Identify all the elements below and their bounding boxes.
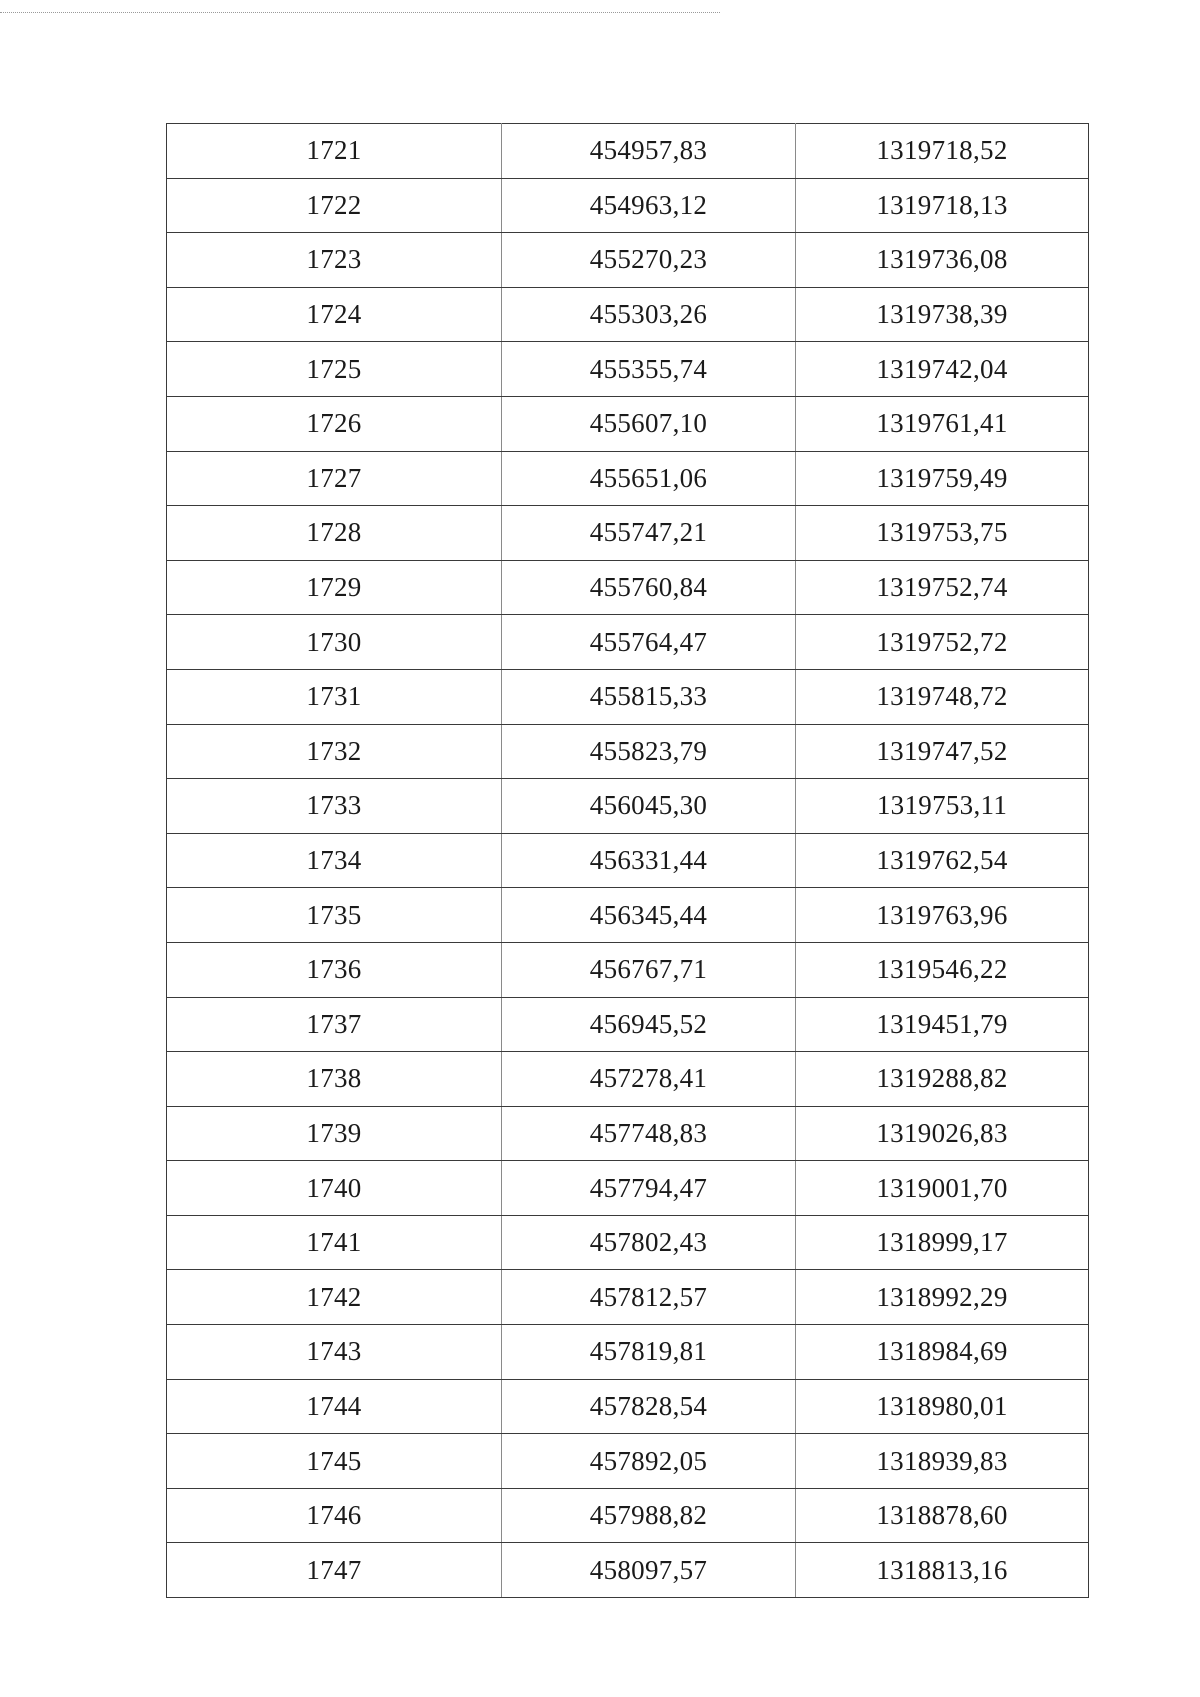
point-number-cell: 1741 [167, 1215, 502, 1270]
coordinates-table-body [167, 124, 1089, 1598]
point-number-cell: 1726 [167, 396, 502, 451]
table-row [167, 779, 1089, 834]
table-row [167, 942, 1089, 997]
table-row [167, 833, 1089, 888]
table-row [167, 560, 1089, 615]
x-coordinate-cell: 456045,30 [502, 779, 796, 834]
table-row [167, 669, 1089, 724]
y-coordinate-cell: 1318992,29 [796, 1270, 1089, 1325]
x-coordinate-cell: 455760,84 [502, 560, 796, 615]
table-row [167, 342, 1089, 397]
table-row [167, 1106, 1089, 1161]
x-coordinate-cell: 455815,33 [502, 669, 796, 724]
point-number-cell: 1736 [167, 942, 502, 997]
point-number-cell: 1721 [167, 124, 502, 179]
x-coordinate-cell: 456345,44 [502, 888, 796, 943]
point-number-cell: 1733 [167, 779, 502, 834]
x-coordinate-cell: 457278,41 [502, 1052, 796, 1107]
x-coordinate-cell: 455303,26 [502, 287, 796, 342]
point-number-cell: 1725 [167, 342, 502, 397]
table-row [167, 287, 1089, 342]
table-row [167, 506, 1089, 561]
table-row [167, 1488, 1089, 1543]
table-row [167, 451, 1089, 506]
point-number-cell: 1732 [167, 724, 502, 779]
point-number-cell: 1730 [167, 615, 502, 670]
table-row [167, 124, 1089, 179]
table-row [167, 396, 1089, 451]
y-coordinate-cell: 1319288,82 [796, 1052, 1089, 1107]
x-coordinate-cell: 455823,79 [502, 724, 796, 779]
point-number-cell: 1734 [167, 833, 502, 888]
point-number-cell: 1747 [167, 1543, 502, 1598]
y-coordinate-cell: 1319748,72 [796, 669, 1089, 724]
y-coordinate-cell: 1319752,72 [796, 615, 1089, 670]
y-coordinate-cell: 1319753,11 [796, 779, 1089, 834]
table-row [167, 888, 1089, 943]
x-coordinate-cell: 457812,57 [502, 1270, 796, 1325]
x-coordinate-cell: 457892,05 [502, 1434, 796, 1489]
x-coordinate-cell: 455651,06 [502, 451, 796, 506]
point-number-cell: 1727 [167, 451, 502, 506]
point-number-cell: 1722 [167, 178, 502, 233]
table-row [167, 997, 1089, 1052]
point-number-cell: 1728 [167, 506, 502, 561]
table-row [167, 1325, 1089, 1380]
y-coordinate-cell: 1319747,52 [796, 724, 1089, 779]
y-coordinate-cell: 1319001,70 [796, 1161, 1089, 1216]
y-coordinate-cell: 1318980,01 [796, 1379, 1089, 1434]
point-number-cell: 1735 [167, 888, 502, 943]
x-coordinate-cell: 455764,47 [502, 615, 796, 670]
point-number-cell: 1742 [167, 1270, 502, 1325]
y-coordinate-cell: 1319759,49 [796, 451, 1089, 506]
x-coordinate-cell: 455607,10 [502, 396, 796, 451]
x-coordinate-cell: 455355,74 [502, 342, 796, 397]
coordinates-table-container [166, 123, 1088, 1598]
table-row [167, 1434, 1089, 1489]
y-coordinate-cell: 1318939,83 [796, 1434, 1089, 1489]
x-coordinate-cell: 456767,71 [502, 942, 796, 997]
point-number-cell: 1746 [167, 1488, 502, 1543]
x-coordinate-cell: 455747,21 [502, 506, 796, 561]
y-coordinate-cell: 1319763,96 [796, 888, 1089, 943]
x-coordinate-cell: 457748,83 [502, 1106, 796, 1161]
point-number-cell: 1743 [167, 1325, 502, 1380]
point-number-cell: 1724 [167, 287, 502, 342]
table-row [167, 724, 1089, 779]
y-coordinate-cell: 1318999,17 [796, 1215, 1089, 1270]
y-coordinate-cell: 1319742,04 [796, 342, 1089, 397]
x-coordinate-cell: 458097,57 [502, 1543, 796, 1598]
x-coordinate-cell: 457988,82 [502, 1488, 796, 1543]
x-coordinate-cell: 457828,54 [502, 1379, 796, 1434]
y-coordinate-cell: 1319753,75 [796, 506, 1089, 561]
table-row [167, 1270, 1089, 1325]
x-coordinate-cell: 455270,23 [502, 233, 796, 288]
y-coordinate-cell: 1319736,08 [796, 233, 1089, 288]
point-number-cell: 1738 [167, 1052, 502, 1107]
y-coordinate-cell: 1319026,83 [796, 1106, 1089, 1161]
table-row [167, 615, 1089, 670]
y-coordinate-cell: 1319762,54 [796, 833, 1089, 888]
x-coordinate-cell: 456945,52 [502, 997, 796, 1052]
point-number-cell: 1731 [167, 669, 502, 724]
x-coordinate-cell: 457802,43 [502, 1215, 796, 1270]
point-number-cell: 1729 [167, 560, 502, 615]
x-coordinate-cell: 456331,44 [502, 833, 796, 888]
y-coordinate-cell: 1318984,69 [796, 1325, 1089, 1380]
point-number-cell: 1745 [167, 1434, 502, 1489]
table-row [167, 1379, 1089, 1434]
point-number-cell: 1744 [167, 1379, 502, 1434]
table-row [167, 1543, 1089, 1598]
point-number-cell: 1740 [167, 1161, 502, 1216]
y-coordinate-cell: 1319752,74 [796, 560, 1089, 615]
point-number-cell: 1723 [167, 233, 502, 288]
table-row [167, 233, 1089, 288]
y-coordinate-cell: 1319718,52 [796, 124, 1089, 179]
table-row [167, 1215, 1089, 1270]
y-coordinate-cell: 1319761,41 [796, 396, 1089, 451]
x-coordinate-cell: 457794,47 [502, 1161, 796, 1216]
y-coordinate-cell: 1319546,22 [796, 942, 1089, 997]
coordinates-table [166, 123, 1089, 1598]
table-row [167, 1052, 1089, 1107]
scan-edge-artifact [0, 12, 720, 13]
y-coordinate-cell: 1318878,60 [796, 1488, 1089, 1543]
x-coordinate-cell: 454963,12 [502, 178, 796, 233]
y-coordinate-cell: 1318813,16 [796, 1543, 1089, 1598]
x-coordinate-cell: 457819,81 [502, 1325, 796, 1380]
point-number-cell: 1737 [167, 997, 502, 1052]
table-row [167, 178, 1089, 233]
y-coordinate-cell: 1319451,79 [796, 997, 1089, 1052]
point-number-cell: 1739 [167, 1106, 502, 1161]
x-coordinate-cell: 454957,83 [502, 124, 796, 179]
table-row [167, 1161, 1089, 1216]
y-coordinate-cell: 1319738,39 [796, 287, 1089, 342]
y-coordinate-cell: 1319718,13 [796, 178, 1089, 233]
